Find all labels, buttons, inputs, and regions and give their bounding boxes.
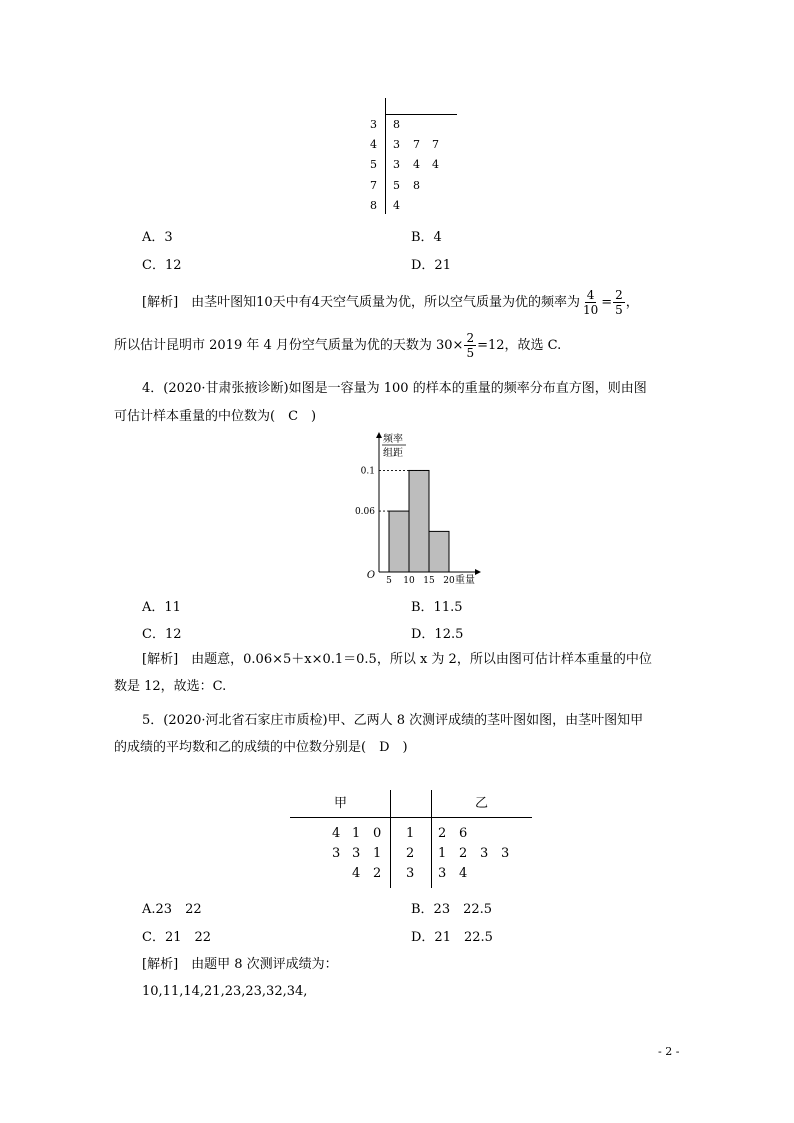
stem-leaf-plot-1 bbox=[360, 98, 460, 216]
q5-option-d: D．21 22.5 bbox=[411, 930, 493, 945]
fraction: $\frac{4}{10}$ bbox=[582, 288, 599, 317]
q4-question-line-2: 可估计样本重量的中位数为( C ) bbox=[114, 409, 317, 424]
y-axis-arrow bbox=[376, 432, 382, 438]
left-leaf: 4 bbox=[332, 826, 341, 841]
vertical-divider-left bbox=[390, 790, 391, 888]
q4-question-line-1: 4．(2020·甘肃张掖诊断)如图是一容量为 100 的样本的重量的频率分布直方图，则由图 bbox=[142, 381, 647, 396]
stem-leaf-row: 7 bbox=[370, 179, 377, 192]
stem-leaf-plot-2 bbox=[290, 790, 532, 890]
right-leaf: 6 bbox=[459, 826, 468, 841]
q5-analysis-line-1: [解析] 由题甲 8 次测评成绩为： bbox=[142, 957, 338, 972]
stem: 1 bbox=[406, 826, 415, 841]
stem-leaf-horizontal-line bbox=[385, 114, 457, 115]
vertical-divider-right bbox=[431, 790, 432, 888]
horizontal-rule bbox=[290, 817, 532, 818]
left-leaf: 3 bbox=[352, 846, 361, 861]
left-leaf: 3 bbox=[332, 846, 341, 861]
x-tick-label: 10 bbox=[403, 576, 415, 586]
y-tick-label: 0.06 bbox=[354, 507, 375, 518]
stem-leaf-row: 3 bbox=[370, 118, 377, 131]
header-jia: 甲 bbox=[334, 796, 348, 811]
right-leaf: 2 bbox=[438, 826, 447, 841]
left-leaf: 2 bbox=[373, 866, 382, 881]
left-leaf: 1 bbox=[352, 826, 361, 841]
q3-option-d: D．21 bbox=[411, 258, 451, 273]
q4-analysis-line-2: 数是 12，故选：C. bbox=[114, 679, 227, 694]
q4-option-b: B．11.5 bbox=[411, 600, 463, 615]
stem-leaf-row: 5 bbox=[370, 158, 377, 171]
leaf: 4 bbox=[413, 158, 420, 171]
x-tick-label: 15 bbox=[423, 576, 435, 586]
q5-analysis-line-2: 10,11,14,21,23,23,32,34, bbox=[142, 984, 308, 999]
x-axis-label: 重量 bbox=[455, 575, 475, 586]
histogram-bar bbox=[389, 511, 409, 572]
histogram-bar bbox=[409, 470, 429, 572]
origin-label: O bbox=[366, 570, 376, 581]
leaf: 4 bbox=[393, 199, 400, 212]
q3-option-c: C．12 bbox=[142, 258, 182, 273]
q4-option-d: D．12.5 bbox=[411, 627, 464, 642]
y-axis-label-top: 频率 bbox=[383, 434, 403, 445]
x-tick-label: 20 bbox=[443, 576, 455, 586]
stem: 3 bbox=[406, 866, 415, 881]
leaf: 3 bbox=[393, 158, 400, 171]
q5-option-c: C．21 22 bbox=[142, 930, 212, 945]
right-leaf: 3 bbox=[501, 846, 510, 861]
stem-leaf-row: 8 bbox=[370, 199, 377, 212]
q5-option-b: B．23 22.5 bbox=[411, 902, 493, 917]
right-leaf: 1 bbox=[438, 846, 447, 861]
leaf: 7 bbox=[432, 138, 439, 151]
leaf: 4 bbox=[432, 158, 439, 171]
leaf: 7 bbox=[413, 138, 420, 151]
stem: 2 bbox=[406, 846, 415, 861]
q4-analysis-line-1: [解析] 由题意，0.06×5＋x×0.1＝0.5，所以 x 为 2，所以由图可估计样本重量的中位 bbox=[142, 652, 652, 667]
left-leaf: 4 bbox=[352, 866, 361, 881]
leaf: 8 bbox=[393, 118, 400, 131]
right-leaf: 2 bbox=[459, 846, 468, 861]
leaf: 5 bbox=[393, 179, 400, 192]
y-tick-label: 0.1 bbox=[360, 466, 375, 477]
stem-leaf-vertical-line bbox=[385, 98, 386, 214]
q4-option-c: C．12 bbox=[142, 627, 182, 642]
right-leaf: 3 bbox=[438, 866, 447, 881]
q3-analysis-line-2: 所以估计昆明市 2019 年 4 月份空气质量为优的天数为 30× $\frac{2}{5}$ =12，故选 C. bbox=[114, 331, 562, 360]
x-axis-arrow bbox=[475, 569, 481, 575]
y-axis-label-bottom: 组距 bbox=[383, 448, 403, 459]
left-leaf: 0 bbox=[373, 826, 382, 841]
right-leaf: 4 bbox=[459, 866, 468, 881]
right-leaf: 3 bbox=[480, 846, 489, 861]
q5-question-line-1: 5．(2020·河北省石家庄市质检)甲、乙两人 8 次测评成绩的茎叶图如图，由茎叶图知甲 bbox=[142, 713, 644, 728]
histogram-bar bbox=[429, 531, 449, 572]
q3-option-b: B．4 bbox=[411, 230, 442, 245]
left-leaf: 1 bbox=[373, 846, 382, 861]
leaf: 3 bbox=[393, 138, 400, 151]
leaf: 8 bbox=[413, 179, 420, 192]
stem-leaf-row: 4 bbox=[370, 138, 377, 151]
q3-option-a: A．3 bbox=[142, 230, 173, 245]
fraction: $\frac{2}{5}$ bbox=[466, 331, 475, 360]
header-yi: 乙 bbox=[475, 796, 489, 811]
q5-question-line-2: 的成绩的平均数和乙的成绩的中位数分别是( D ) bbox=[114, 740, 408, 755]
q3-analysis-line-1: [解析] 由茎叶图知10天中有4天空气质量为优，所以空气质量为优的频率为 $\frac{4}{10}$ = $\frac{2}{5}$ ， bbox=[142, 288, 639, 317]
page-number: - 2 - bbox=[658, 1045, 680, 1058]
x-tick-label: 5 bbox=[386, 576, 392, 586]
fraction: $\frac{2}{5}$ bbox=[615, 288, 623, 317]
q4-option-a: A．11 bbox=[142, 600, 181, 615]
q5-option-a: A.23 22 bbox=[142, 902, 202, 917]
frequency-histogram bbox=[335, 430, 485, 590]
